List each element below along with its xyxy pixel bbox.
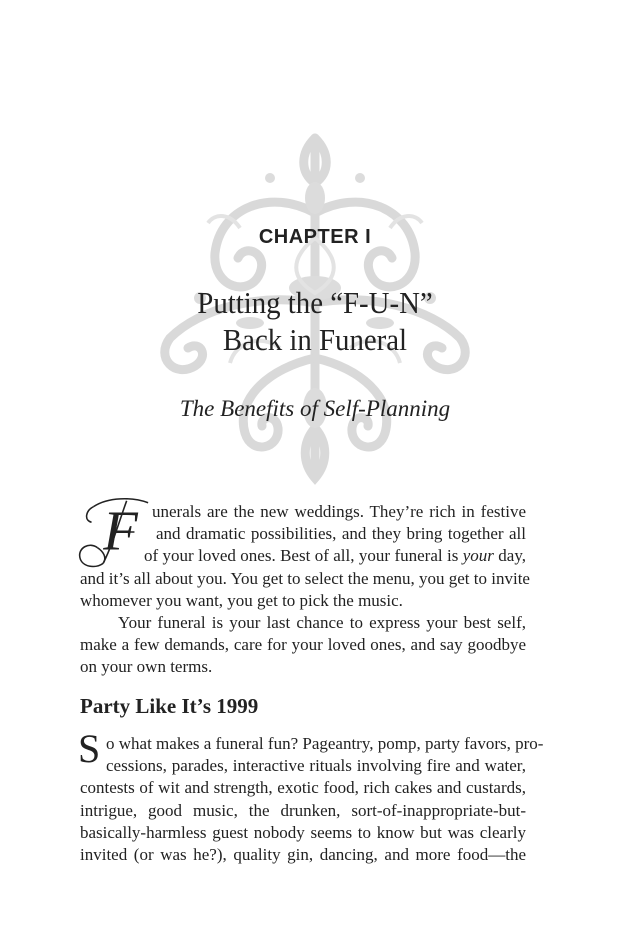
chapter-title-line-1: Putting the “F-U-N”: [197, 285, 433, 320]
p1-emphasis: your: [462, 546, 494, 566]
p1-line-5: whomever you want, you get to pick the music.: [80, 590, 403, 610]
chapter-title-line-2: Back in Funeral: [222, 322, 408, 357]
p3-line-6: invited (or was he?), quality gin, dancing, and more food—the: [80, 844, 526, 864]
p3-line-5: basically-harmless guest nobody seems to know but was clearly: [80, 822, 526, 842]
p1-line-3-tail: day,: [493, 546, 526, 566]
dropcap-f: F: [103, 500, 138, 563]
chapter-subtitle: The Benefits of Self-Planning: [179, 396, 451, 421]
section-paragraph: [78, 726, 544, 866]
p1-line-2: and dramatic possibilities, and they bring together all: [156, 524, 526, 544]
p3-line-2: cessions, parades, interactive rituals involving fire and water,: [106, 756, 526, 776]
p1-line-1: unerals are the new weddings. They’re rich in festive: [152, 502, 526, 521]
chapter-title: [22, 284, 608, 358]
dropcap-s: S: [78, 726, 101, 771]
p1-line-3-text: of your loved ones. Best of all, your funeral is: [144, 546, 463, 566]
dropcap-f-flourish: [74, 493, 152, 571]
second-paragraph: Your funeral is your last chance to express your best self, make a few demands, care for your loved ones, and say goodbye on your own terms.: [80, 613, 526, 677]
section-heading: Party Like It’s 1999: [80, 694, 259, 718]
p1-line-4: and it’s all about you. You get to select the menu, you get to invite: [80, 568, 530, 588]
p3-line-1: o what makes a funeral fun? Pageantry, pomp, party favors, pro-: [106, 734, 544, 753]
p3-line-4: intrigue, good music, the drunken, sort-of-inappropriate-but-: [80, 800, 526, 820]
chapter-label: CHAPTER I: [258, 226, 372, 248]
p3-line-3: contests of wit and strength, exotic food, rich cakes and custards,: [80, 778, 526, 798]
opening-paragraph: [80, 500, 530, 612]
